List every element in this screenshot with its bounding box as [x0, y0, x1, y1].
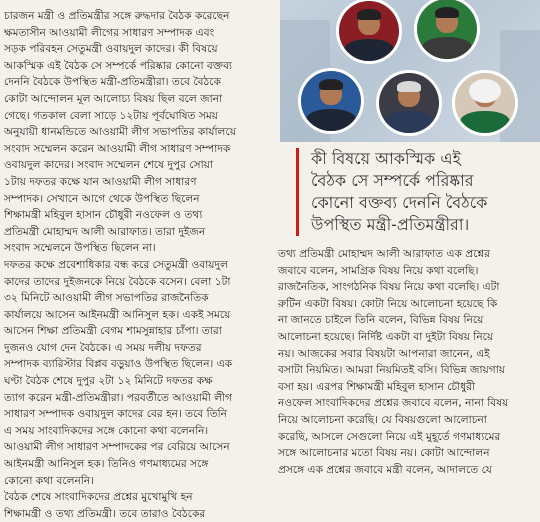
pull-quote-line: উপস্থিত মন্ত্রী-প্রতিমন্ত্রীরা।: [311, 215, 470, 234]
article-text-line: প্রতিমন্ত্রী মোহাম্মদ আলী আরাফাত। তারা দুইজন: [4, 225, 206, 238]
article-text-line: সম্পাদক ব্যারিস্টার বিপ্লব বড়ুয়াও উপস্থিত ছিলেন। এক: [4, 358, 233, 371]
article-text-line: ক্ষমতাসীন আওয়ামী লীগের সাধারণ সম্পাদক এবং: [4, 26, 215, 39]
pull-quote-line: কী বিষয়ে আকস্মিক এই: [311, 149, 461, 168]
article-text-line: আওয়ামী লীগ সাধারণ সম্পাদকের পর বেরিয়ে আসেন: [4, 441, 230, 454]
article-text-line: শিক্ষামন্ত্রী মহিবুল হাসান চৌধুরী নওফেল ও তথ্য: [4, 209, 203, 222]
article-text-line: গেছে। গতকাল বেলা সাড়ে ১২টায় পূর্বঘোষিত সময়: [4, 109, 218, 122]
article-text-line: আকস্মিক এই বৈঠক সে সম্পর্কে পরিষ্কার কোনো বক্তব্য: [4, 59, 233, 72]
article-text-line: কোটা আন্দোলন মূল আলোচ্য বিষয় ছিল বলে জানা: [4, 92, 223, 105]
article-text-line: সম্পাদক। সেখানে আগে থেকে উপস্থিত ছিলেন: [4, 192, 200, 205]
article-text-line: ত্যাগ করেন মন্ত্রী-প্রতিমন্ত্রীরা। পরবর্তীতে আওয়ামী লীগ: [4, 391, 232, 404]
article-text-line: কার্যালয়ে আসেন আইনমন্ত্রী আনিসুল হক। একই সময়ে: [4, 308, 231, 321]
article-text-line: ১টায় দফতর কক্ষে যান আওয়ামী লীগ সাধারণ: [4, 175, 197, 188]
article-text-line: সাধারণ সম্পাদক ওবায়দুল কাদের বের হন। তবে তিনি: [4, 408, 227, 421]
portrait-photo: [298, 68, 364, 134]
article-text-line: দুজনও যোগ দেন বৈঠকে। এ সময় দলীয় দফতর: [4, 341, 202, 354]
article-text-line: আলোচনা হয়েছে। নির্দিষ্ট একটা বা দুইটা বিষয় নিয়ে: [278, 330, 494, 343]
portrait-photo: [336, 0, 402, 64]
article-text-line: আসেন শিক্ষা প্রতিমন্ত্রী বেগম শামসুন্নাহার চাঁপা। তারা: [4, 325, 222, 338]
article-text-line: সড়ক পরিবহন সেতুমন্ত্রী ওবায়দুল কাদের। কী বিষয়ে: [4, 43, 218, 56]
article-text-line: জবাবে বলেন, সামগ্রিক বিষয় নিয়ে কথা বলেছি।: [278, 264, 479, 277]
article-text-line: প্রসঙ্গে এক প্রশ্নের জবাবে মন্ত্রী বলেন, আদালতে যে: [278, 463, 492, 476]
article-column-right: [278, 246, 536, 478]
article-text-line: ৩২ মিনিটে আওয়ামী লীগ সভাপতির রাজনৈতিক: [4, 292, 209, 305]
article-text-line: চারজন মন্ত্রী ও প্রতিমন্ত্রীর সঙ্গে রুদ্ধদার বৈঠক করেছেন: [4, 10, 230, 22]
pull-quote: [296, 148, 540, 236]
article-text-line: আইনমন্ত্রী আনিসুল হক। তিনিও গণমাধ্যমের সঙ্গে: [4, 458, 209, 471]
pull-quote-line: কোনো বক্তব্য দেননি বৈঠকে: [311, 193, 488, 212]
portrait-photo: [376, 70, 442, 136]
pull-quote-line: বৈঠক সে সম্পর্কে পরিষ্কার: [311, 171, 474, 190]
article-column-left: [4, 8, 260, 522]
portrait-photo: [414, 0, 480, 62]
photo-collage: [280, 0, 540, 142]
article-text-line: কোনো কথা বলেননি।: [4, 474, 95, 487]
article-text-line: ওবায়দুল কাদের। সংবাদ সম্মেলন শেষে দুপুর সোয়া: [4, 159, 213, 172]
article-text-line: এ সময় সাংবাদিকদের সঙ্গে কোনো কথা বলেননি।: [4, 424, 209, 437]
article-text-line: সংবাদ সম্মেলন করেন আওয়ামী লীগ সাধারণ সম্পাদক: [4, 142, 231, 155]
portrait-photo: [452, 70, 518, 136]
article-text-line: রাজনৈতিক, সাংগঠনিক বিষয় নিয়ে কথা বলেছি। এটা: [278, 281, 500, 294]
article-text-line: তথ্য প্রতিমন্ত্রী মোহাম্মদ আলী আরাফাত এক প্রশ্নের: [278, 248, 490, 260]
article-text-line: নওফেল সাংবাদিকদের প্রশ্নের জবাবে বলেন, নানা বিষয়: [278, 397, 509, 410]
article-text-line: রুটিন একটা বিষয়। কোটা নিয়ে আলোচনা হয়েছে কি: [278, 297, 498, 310]
article-text-line: বসা হয়। এরপর শিক্ষামন্ত্রী মহিবুল হাসান চৌধুরী: [278, 380, 476, 393]
article-text-line: ঘণ্টা বৈঠক শেষে দুপুর ২টা ১২ মিনিটে দফতর কক্ষ: [4, 375, 213, 388]
article-text-line: নয়। আজকের সবার বিষয়টা আপনারা জানেন, এই: [278, 347, 490, 360]
article-text-line: বৈঠক শেষে সাংবাদিকদের প্রশ্নের মুখোমুখি হন: [4, 491, 193, 504]
article-text-line: দেননি বৈঠকে উপস্থিত মন্ত্রী-প্রতিমন্ত্রীরা। তবে বৈঠকে: [4, 76, 221, 89]
article-text-line: বসাটা নিয়মিত। আমরা নিয়মিতই বসি। বিভিন্ন জায়গায়: [278, 364, 506, 377]
article-text-line: অনুযায়ী ধানমন্ডিতে আওয়ামী লীগ সভাপতির কার্যালয়ে: [4, 126, 236, 139]
article-text-line: না জানতে চাইলে তিনি বলেন, বিভিন্ন বিষয় নিয়ে: [278, 314, 484, 327]
article-text-line: শিক্ষামন্ত্রী ও তথ্য প্রতিমন্ত্রী। তবে তারাও বৈঠকের: [4, 507, 206, 520]
article-text-line: সংবাদ সম্মেলনে উপস্থিত ছিলেন না।: [4, 242, 156, 255]
article-text-line: দফতর কক্ষে প্রবেশাধিকার বন্ধ করে সেতুমন্ত্রী ওবায়দুল: [4, 258, 228, 271]
article-text-line: সঙ্গে আলোচনার মতো বিষয় নয়। কোটা আন্দোলন: [278, 447, 490, 460]
article-text-line: করেছি, আসলে সেগুলো নিয়ে এই মুহূর্তে গণমাধ্যমের: [278, 430, 501, 443]
article-text-line: কাদের তাদের দুইজনকে নিয়ে বৈঠকে বসেন। বেলা ১টা: [4, 275, 231, 288]
article-text-line: নিয়ে আলোচনা করেছি। যে বিষয়গুলো আলোচনা: [278, 413, 487, 426]
